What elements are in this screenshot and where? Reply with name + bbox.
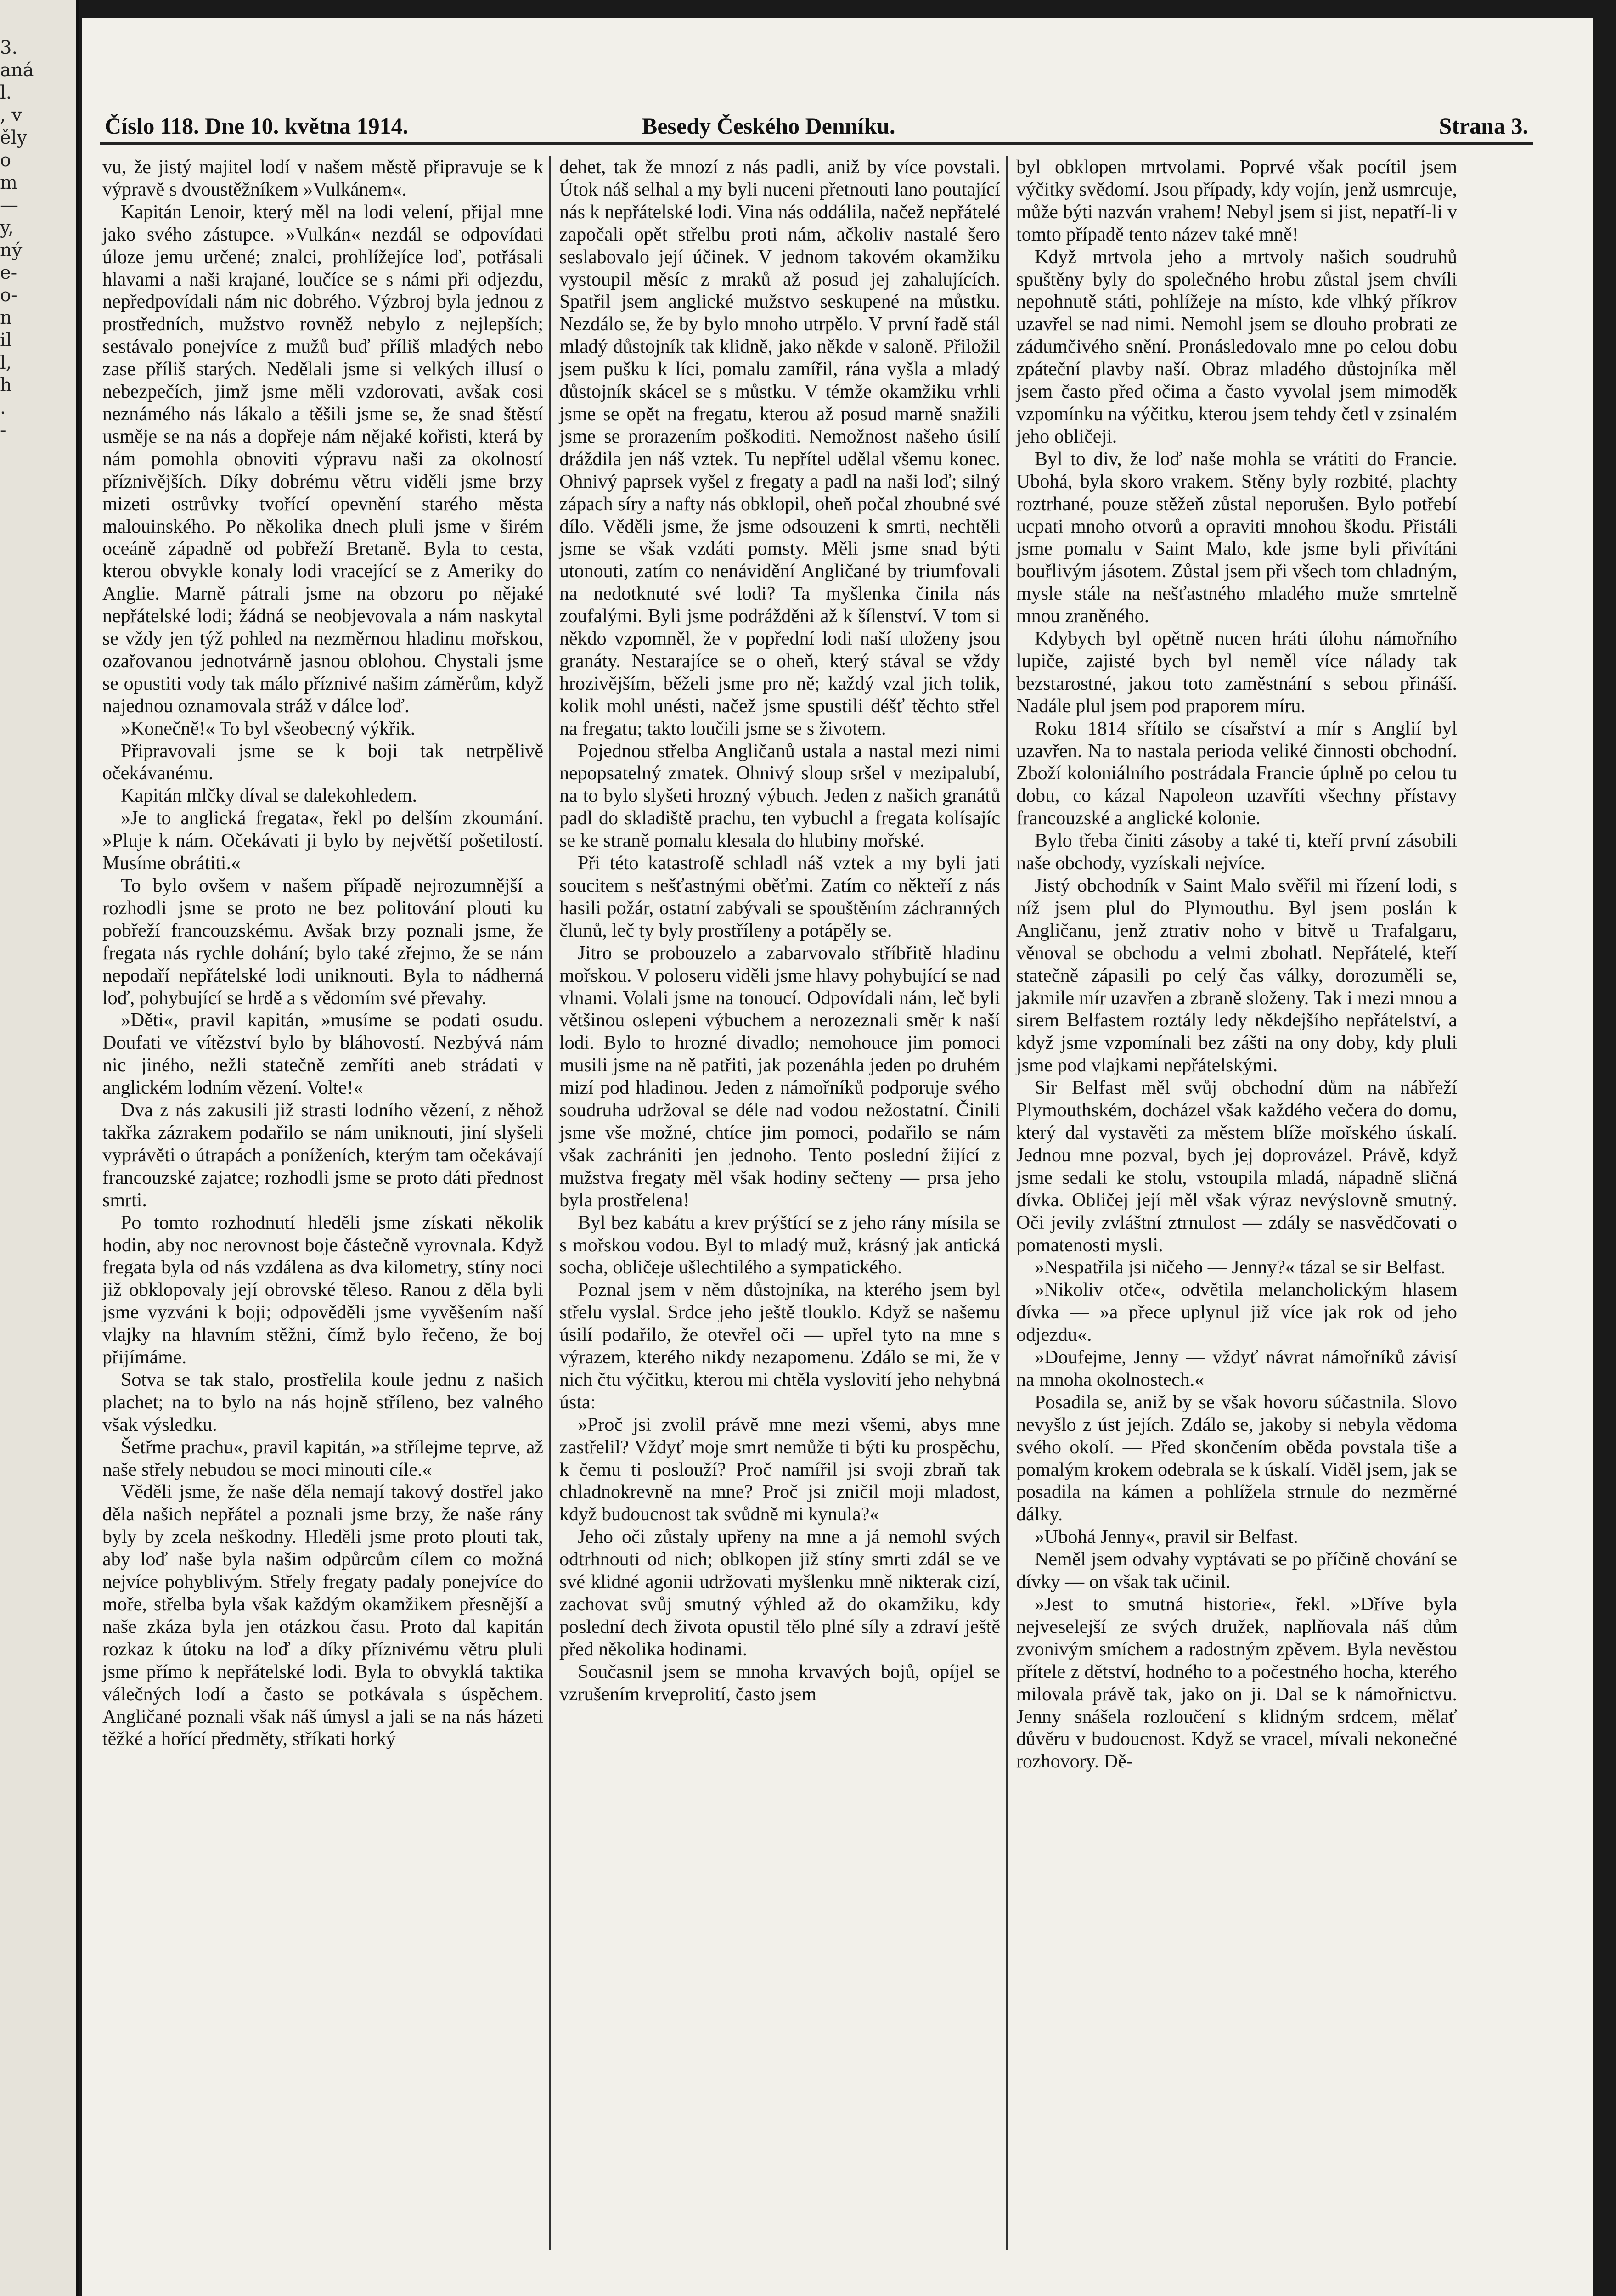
previous-page-fragment: il <box>0 330 12 351</box>
article-column-3 <box>1016 156 1457 1773</box>
previous-page-fragment: - <box>0 420 6 441</box>
paragraph: Současnil jsem se mnoha krvavých bojů, opíjel se vzrušením krveprolití, často jsem <box>559 1661 1000 1705</box>
previous-page-fragment: ný <box>0 240 23 261</box>
paragraph: Jistý obchodník v Saint Malo svěřil mi řízení lodi, s níž jsem plul do Plymouthu. Byl jsem poslán k Angličanu, jenž ztrativ noho v bitvě u Trafalgaru, věnoval se obchodu a velmi zbohatl. Nepřátelé, kteří statečně zápasili po celý čas války, dorozuměli se, jakmile mír uzavřen a zbraně složeny. Tak i mezi mnou a sirem Belfastem roztály ledy někdejšího nepřátelství, a když jsme vzpomínali bez zášti na ony doby, kdy pluli jsme pod vlajkami nepřátelskými. <box>1016 875 1457 1076</box>
paragraph: »Jest to smutná historie«, řekl. »Dříve byla nejveselejší ze svých družek, naplňovala náš dům zvonivým smíchem a radostným zpěvem. Byla nevěstou přítele z dětství, hodného to a počestného hocha, kterého milovala právě tak, jako on ji. Dal se k námořnictvu. Jenny snášela rozloučení s klidným srdcem, mělať důvěru v budoucnost. Když se vracel, mívali nekonečné rozhovory. Dě- <box>1016 1594 1457 1773</box>
paragraph: Bylo třeba činiti zásoby a také ti, kteří první zásobili naše obchody, vyzískali nejvíce. <box>1016 830 1457 874</box>
publication-title: Besedy Českého Denníku. <box>642 113 895 139</box>
paragraph: Při této katastrofě schladl náš vztek a my byli jati soucitem s nešťastnými oběťmi. Zatím co někteří z nás hasili požár, ostatní zabývali se spouštěním záchranných člunů, leč ty byly prostříleny a potápěly se. <box>559 853 1000 941</box>
paragraph: Pojednou střelba Angličanů ustala a nastal mezi nimi nepopsatelný zmatek. Ohnivý sloup sršel v mezipalubí, na to bylo slyšeti hrozný výbuch. Jeden z našich granátů padl do skladiště prachu, ten vybuchl a fregata kolísajíc se ke straně pomalu klesala do hlubiny mořské. <box>559 740 1000 852</box>
article-column-1 <box>102 156 543 1750</box>
paragraph: Věděli jsme, že naše děla nemají takový dostřel jako děla našich nepřátel a poznali jsme brzy, že naše rány byly by zcela neškodny. Hleděli jsme proto plouti tak, aby loď naše byla našim odpůrcům cílem co možná nejvíce pohyblivým. Střely fregaty padaly ponejvíce do moře, střelba byla však každým okamžikem přesnější a naše zkáza byla jen otázkou času. Proto dal kapitán rozkaz k útoku na loď a díky příznivému větru pluli jsme přímo k nepřátelské lodi. Byla to obvyklá taktika válečných lodí a často se potkávala s úspěchem. Angličané poznali však náš úmysl a jali se na nás házeti těžké a hořící předměty, stříkati horký <box>102 1481 543 1750</box>
paragraph: »Konečně!« To byl všeobecný výkřik. <box>121 718 416 739</box>
previous-page-fragment: n <box>0 307 12 328</box>
issue-and-date: Číslo 118. Dne 10. května 1914. <box>105 113 409 139</box>
article-column-2 <box>559 156 1000 1706</box>
paragraph: Roku 1814 sřítilo se císařství a mír s Anglií byl uzavřen. Na to nastala perioda veliké činnosti obchodní. Zboží koloniálního postrádala Francie úplně po celou tu dobu, co kázal Napoleon uzavříti všechny přístavy francouzské a anglické kolonie. <box>1016 718 1457 829</box>
previous-page-fragment: aná <box>0 60 34 81</box>
paragraph: Kdybych byl opětně nucen hráti úlohu námořního lupiče, zajisté bych byl neměl více nálady tak bezstarostné, jakou toto zaměstnání s sebou přináší. Nadále plul jsem pod praporem míru. <box>1016 628 1457 717</box>
previous-page-fragment: l. <box>0 82 12 103</box>
column-divider <box>1006 156 1008 2250</box>
previous-page-fragment: , v <box>0 105 23 126</box>
previous-page-fragment: o- <box>0 285 17 306</box>
paragraph: Připravovali jsme se k boji tak netrpělivě očekávanému. <box>102 740 543 784</box>
previous-page-fragment: — <box>0 195 18 216</box>
paragraph: Poznal jsem v něm důstojníka, na kterého jsem byl střelu vyslal. Srdce jeho ještě tlouklo. Když se našemu úsilí podařilo, že otevřel oči — upřel tyto na mne s výrazem, kterého nikdy nezapomenu. Zdálo se mi, že v nich čtu výčitku, kterou mi chtěla vyslovití jeho nehybná ústa: <box>559 1279 1000 1413</box>
previous-page-fragment: o <box>0 150 11 171</box>
paragraph: Dva z nás zakusili již strasti lodního vězení, z něhož takřka zázrakem podařilo se nám uniknouti, jiní slyšeli vyprávěti o útrapách a poníženích, kterým tam očekávají francouzské zajatce; rozhodli jsme se proto dáti přednost smrti. <box>102 1100 543 1211</box>
paragraph: vu, že jistý majitel lodí v našem městě připravuje se k výpravě s dvoustěžníkem »Vulkánem«. <box>102 157 543 200</box>
paragraph: Kapitán Lenoir, který měl na lodi velení, přijal mne jako svého zástupce. »Vulkán« nezdál se odpovídati úloze jemu určené; znalci, prohlížejíce loď, potřásali hlavami a naši krajané, loučíce se s námi při odjezdu, nepředpovídali nám nic dobrého. Výzbroj byla jednou z prostředních, mužstvo rovněž nebylo z nejlepších; sestávalo ponejvíce z mužů buď příliš mladých nebo zase příliš starých. Nedělali jsme si velkých illusí o nebezpečích, jimž jsme měli vzdorovati, avšak cosi neznámého nás lákalo a těšili jsme se, že snad štěstí usměje se na nás a dopřeje nám nějaké kořisti, která by nám pomohla obnoviti výpravu naši za okolností příznivějších. Díky dobrému větru viděli jsme brzy mizeti ostrůvky tvořící opevnění starého města malouinského. Po několika dnech pluli jsme v širém oceáně západně od pobřeží Bretaně. Byla to cesta, kterou obvykle konaly lodi vracející se z Ameriky do Anglie. Marně pátrali jsme na obzoru po nějaké nepřátelské lodi; žádná se neobjevovala a nám naskytal se vždy jen týž pohled na nezměrnou hladinu mořskou, ozařovanou jednotvárně jasnou oblohou. Chystali jsme se opustiti vody tak málo příznivé našim záměrům, když najednou oznamovala stráž v dálce loď. <box>102 201 543 717</box>
paragraph: Jeho oči zůstaly upřeny na mne a já nemohl svých odtrhnouti od nich; oblkopen již stíny smrti zdál se ve své klidné agonii udržovati myšlenku mně nikterak cizí, zachovat svůj smutný výhled až do okamžiku, kdy poslední dech života opustil tělo plné síly a zdraví ještě před několika hodinami. <box>559 1526 1000 1660</box>
paragraph: Jitro se probouzelo a zabarvovalo stříbřitě hladinu mořskou. V poloseru viděli jsme hlavy pohybující se nad vlnami. Volali jsme na tonoucí. Odpovídali nám, leč byli většinou oslepeni výbuchem a nerozeznali směr k naší lodi. Bylo to hrozné divadlo; nemohouce jim pomoci musili jsme na ně patřiti, jak pozenáhla jeden po druhém mizí pod hladinou. Jeden z námořníků podporuje svého soudruha udržoval se déle nad vodou nežostatní. Činili jsme vše možné, chtíce jim pomoci, podařilo se nám však zachrániti jen jednoho. Tento poslední žijící z mužstva fregaty měl však hodiny sečteny — prsa jeho byla prostřelena! <box>559 942 1000 1211</box>
paragraph: Sir Belfast měl svůj obchodní dům na nábřeží Plymouthském, docházel však každého večera do domu, který dal vystavěti za městem blíže mořského úskalí. Jednou mne pozval, bych jej doprovázel. Právě, když jsme sedali ke stolu, vstoupila mladá, nápadně sličná dívka. Obličej její měl však výraz nevýslovně smutný. Oči jevily zvláštní ztrnulost — zdály se nasvědčovati o pomatenosti mysli. <box>1016 1077 1457 1256</box>
previous-page-fragment: e- <box>0 262 17 283</box>
previous-page-fragment: l, <box>0 352 12 373</box>
paragraph: Když mrtvola jeho a mrtvoly našich soudruhů spuštěny byly do společného hrobu zůstal jsem chvíli nepohnutě státi, pohlížeje na místo, kde vlhký příkrov uzavřel se nad nimi. Nemohl jsem se dlouho probrati ze zádumčivého snění. Pronásledovalo mne po celou dobu zpáteční plavby naší. Obraz mladého důstojníka měl jsem často před očima a často vyvolal jsem mimoděk vzpomínku na výčitku, kterou jsem tehdy četl v zsinalém jeho obličeji. <box>1016 246 1457 447</box>
paragraph: Šetřme prachu«, pravil kapitán, »a střílejme teprve, až naše střely nebudou se moci minouti cíle.« <box>102 1436 543 1480</box>
column-divider <box>549 156 551 2250</box>
previous-page-text-strip <box>0 37 69 442</box>
previous-page-fragment: h <box>0 375 12 396</box>
paragraph: byl obklopen mrtvolami. Poprvé však pocítil jsem výčitky svědomí. Jsou případy, kdy vojín, jenž usmrcuje, může býti nazván vrahem! Nebyl jsem si jist, nepatří-li v tomto případě tento název také mně! <box>1016 157 1457 245</box>
paragraph: Posadila se, aniž by se však hovoru súčastnila. Slovo nevyšlo z úst jejích. Zdálo se, jakoby si nebyla vědoma svého okolí. — Před skončením oběda povstala tiše a pomalým krokem odebrala se k úskalí. Viděl jsem, jak se posadila na kámen a pohlížela strnule do nezměrné dálky. <box>1016 1391 1457 1525</box>
paragraph: To bylo ovšem v našem případě nejrozumnější a rozhodli jsme se proto ne bez politování plouti ku pobřeží francouzskému. Avšak brzy poznali jsme, že fregata nás rychle dohání; bylo také zřejmo, že se nám nepodaří nepřátelské lodi uniknouti. Byla to nádherná loď, pohybující se hrdě a s vědomím své převahy. <box>102 875 543 1009</box>
paragraph: »Nikoliv otče«, odvětila melancholickým hlasem dívka — »a přece uplynul již více jak rok od jeho odjezdu«. <box>1016 1279 1457 1346</box>
paragraph: »Je to anglická fregata«, řekl po delším zkoumání. »Pluje k nám. Očekávati ji bylo by největší pošetilostí. Musíme obrátiti.« <box>102 808 543 874</box>
paragraph: Byl bez kabátu a krev prýštící se z jeho rány mísila se s mořskou vodou. Byl to mladý muž, krásný jak antická socha, obličeje ušlechtilého a sympatického. <box>559 1212 1000 1278</box>
paragraph: Sotva se tak stalo, prostřelila koule jednu z našich plachet; na to bylo na nás hojně stříleno, bez valného však výsledku. <box>102 1369 543 1435</box>
previous-page-edge <box>0 0 79 2296</box>
paragraph: Po tomto rozhodnutí hleděli jsme získati několik hodin, aby noc nerovnost boje částečně vyrovnala. Když fregata byla od nás vzdálena as dva kilometry, stíny noci již obklopovaly její obrovské těleso. Ranou z děla byli jsme vyzváni k boji; odpověděli jsme vyvěšením naší vlajky na hlavním stěžni, čímž bylo řečeno, že boj přijímáme. <box>102 1212 543 1368</box>
previous-page-fragment: ěly <box>0 127 28 148</box>
previous-page-fragment: m <box>0 172 17 193</box>
paragraph: Byl to div, že loď naše mohla se vrátiti do Francie. Ubohá, byla skoro vrakem. Stěny byly rozbité, plachty roztrhané, pouze stěžeň zůstal neporušen. Bylo potřebí ucpati mnoho otvorů a opraviti mnohou škodu. Přistáli jsme pomalu v Saint Malo, kde jsme byli přivítáni bouřlivým jásotem. Zůstal jsem při všech tom chladným, mysle stále na nešťastného mladého muže smrtelně mnou zraněného. <box>1016 448 1457 627</box>
paragraph: Kapitán mlčky díval se dalekohledem. <box>121 785 417 807</box>
page-number: Strana 3. <box>1439 113 1528 139</box>
paragraph: dehet, tak že mnozí z nás padli, aniž by více povstali. Útok náš selhal a my byli nuceni přetnouti lano poutající nás k nepřátelské lodi. Vina nás oddálila, načež nepřátelé započali opět střelbu proti nám, ačkoliv nastalé šero seslabovalo její účinek. V jednom takovém okamžiku vystoupil měsíc z mraků až posud jej zahalujících. Spatřil jsem anglické mužstvo seskupené na můstku. Nezdálo se, že by bylo mnoho utrpělo. V první řadě stál mladý důstojník tak klidně, jako někde v saloně. Přiložil jsem pušku k líci, pomalu zamířil, rána vyšla a mladý důstojník skácel se s můstku. V témže okamžiku vrhli jsme se opět na fregatu, kterou až posud marně snažili jsme se prorazením poškoditi. Nemožnost našeho úsilí dráždila jen náš vztek. Tu nepřítel udělal všemu konec. Ohnivý paprsek vyšel z fregaty a padl na naši loď; silný zápach síry a nafty nás obklopil, oheň počal zhoubné své dílo. Věděli jsme, že jsme odsouzeni k smrti, nechtěli jsme se však vzdáti pomsty. Měli jsme snad býti utonouti, zatím co nenávidění Angličané by triumfovali na nedotknuté své lodi? Ta myšlenka činila nás zoufalými. Byli jsme podrážděni až k šílenství. V tom si někdo vzpomněl, že v popřední lodi naší uloženy jsou granáty. Nestarajíce se o oheň, který stával se vždy hrozivějším, běželi jsme pro ně; každý vzal jich tolik, kolik mohl unésti, načež jsme spustili déšť těchto střel na fregatu; takto loučili jsme se s životem. <box>559 157 1000 739</box>
previous-page-fragment: 3. <box>0 37 18 58</box>
paragraph: Neměl jsem odvahy vyptávati se po příčině chování se dívky — on však tak učinil. <box>1016 1549 1457 1593</box>
previous-page-fragment: . <box>0 397 6 418</box>
previous-page-fragment: y, <box>0 217 14 238</box>
paragraph: »Děti«, pravil kapitán, »musíme se podati osudu. Doufati ve vítězství bylo by bláhovostí. Nezbývá nám nic jiného, nežli statečně zemříti aneb strádati v anglickém lodním vězení. Volte!« <box>102 1010 543 1099</box>
page-header <box>100 92 1533 145</box>
paragraph: »Ubohá Jenny«, pravil sir Belfast. <box>1035 1526 1298 1548</box>
paragraph: »Nespatřila jsi ničeho — Jenny?« tázal se sir Belfast. <box>1035 1257 1446 1278</box>
paragraph: »Doufejme, Jenny — vždyť návrat námořníků závisí na mnoha okolnostech.« <box>1016 1347 1457 1390</box>
paragraph: »Proč jsi zvolil právě mne mezi všemi, abys mne zastřelil? Vždyť moje smrt nemůže ti býti ku prospěchu, k čemu ti poslouží? Proč namířil jsi svoji zbraň tak chladnokrevně na mne? Proč jsi zničil moji mladost, když budoucnost tak svůdně mi kynula?« <box>559 1414 1000 1525</box>
newspaper-page <box>82 18 1593 2296</box>
